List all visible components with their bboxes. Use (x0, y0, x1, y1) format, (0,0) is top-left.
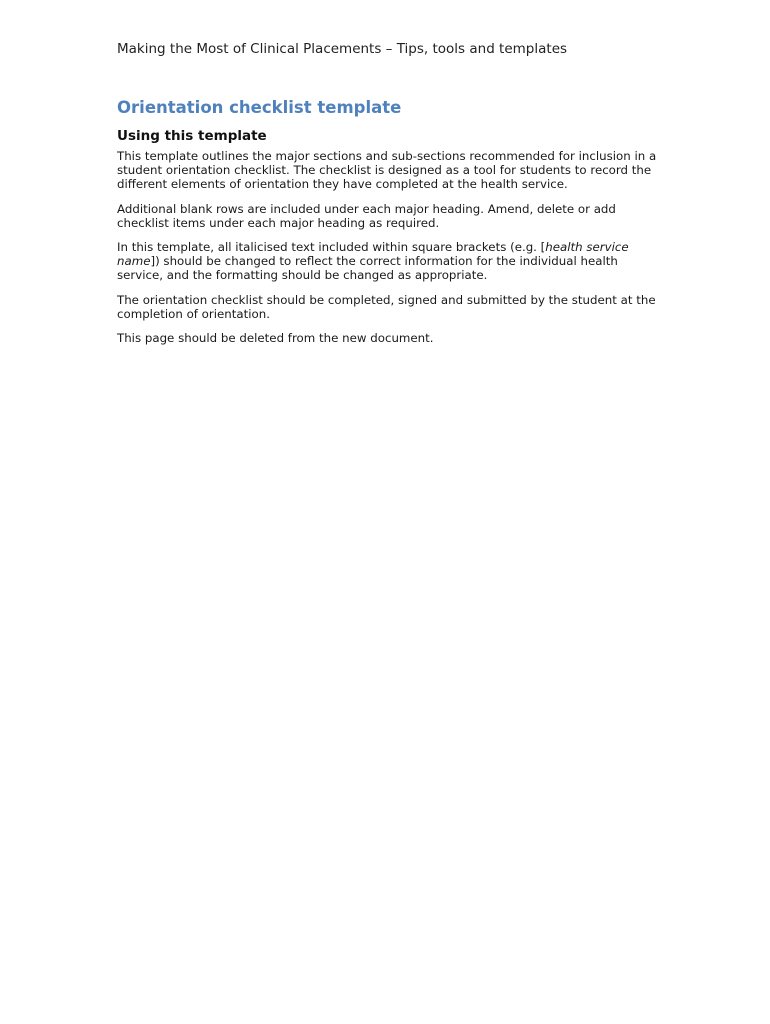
document-title: Orientation checklist template (117, 98, 402, 117)
paragraph-delete-note: This page should be deleted from the new document. (117, 331, 434, 346)
paragraph-blank-rows: Additional blank rows are included under each major heading. Amend, delete or add checklist items under each major heading as required. (117, 201, 616, 230)
paragraph-intro: This template outlines the major sections and sub-sections recommended for inclusion in a student orientation checklist. The checklist is designed as a tool for students to record the different elements of orientation they have completed at the health service. (117, 149, 657, 192)
document-body (117, 98, 657, 355)
paragraph-italic-text-after: ]) should be changed to reflect the correct information for the individual health service, and the formatting should be changed as appropriate. (117, 254, 618, 283)
paragraph-italic-text (117, 240, 657, 283)
section-heading: Using this template (117, 128, 267, 144)
paragraph-completion: The orientation checklist should be completed, signed and submitted by the student at the completion of orientation. (117, 292, 656, 321)
italic-placeholder-text: health service name (117, 240, 629, 269)
running-header: Making the Most of Clinical Placements – Tips, tools and templates (117, 41, 568, 57)
paragraph-italic-text-before: In this template, all italicised text included within square brackets (e.g. [ (117, 240, 546, 255)
